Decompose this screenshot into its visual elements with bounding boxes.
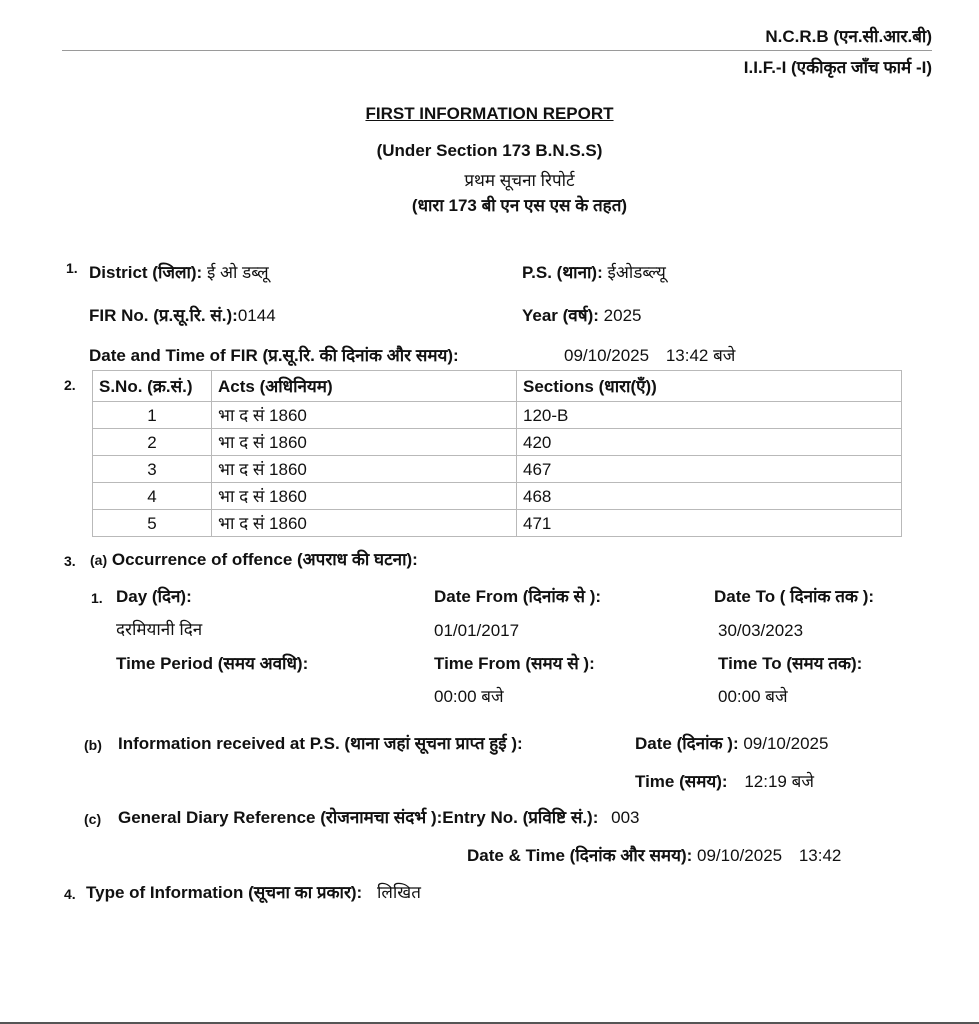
row-section: 420 — [517, 429, 902, 456]
table-row — [93, 483, 902, 510]
row-section: 467 — [517, 456, 902, 483]
table-row — [93, 429, 902, 456]
day-label: Day (दिन): — [116, 587, 192, 606]
row-sno: 5 — [93, 510, 212, 537]
occurrence-row — [90, 550, 418, 570]
report-section-hindi: (धारा 173 बी एन एस एस के तहत) — [411, 196, 628, 215]
info-type-row — [86, 883, 421, 903]
info-received-time — [635, 772, 814, 792]
fir-datetime-row — [89, 346, 459, 366]
info-type-label: Type of Information (सूचना का प्रकार): — [86, 883, 363, 902]
date-from-label: Date From (दिनांक से ): — [434, 587, 602, 606]
time-from-value: 00:00 बजे — [434, 687, 504, 706]
row-sno: 4 — [93, 483, 212, 510]
ps-row — [522, 263, 666, 283]
time-from-label: Time From (समय से ): — [434, 654, 595, 673]
fir-date-value: 09/10/2025 — [564, 346, 650, 365]
info-type-value: लिखित — [376, 883, 421, 902]
occurrence-label: Occurrence of offence (अपराध की घटना): — [111, 550, 418, 569]
header-acts: Acts (अधिनियम) — [212, 371, 517, 402]
ncrb-label: N.C.R.B (एन.सी.आर.बी) — [765, 27, 932, 46]
row-act: भा द सं 1860 — [212, 510, 517, 537]
info-received-date — [635, 734, 828, 754]
row-act: भा द सं 1860 — [212, 483, 517, 510]
table-row — [93, 510, 902, 537]
row-sno: 1 — [93, 402, 212, 429]
fir-datetime-label: Date and Time of FIR (प्र.सू.रि. की दिनांक और समय): — [89, 346, 459, 365]
row-sno: 3 — [93, 456, 212, 483]
gd-ref-tag: (c) — [84, 811, 102, 827]
district-label: District (जिला): — [89, 263, 203, 282]
date-to-value: 30/03/2023 — [718, 621, 804, 640]
gd-time-value: 13:42 — [798, 846, 842, 865]
district-value: ई ओ डब्लू — [206, 263, 269, 282]
time-period-label: Time Period (समय अवधि): — [116, 654, 309, 673]
report-title: FIRST INFORMATION REPORT — [365, 104, 614, 123]
row-section: 471 — [517, 510, 902, 537]
date-from-value: 01/01/2017 — [434, 621, 520, 640]
acts-table-header — [93, 371, 902, 402]
gd-entry-label: Entry No. (प्रविष्टि सं.): — [442, 808, 599, 827]
day-value: दरमियानी दिन — [116, 620, 203, 639]
gd-datetime-label: Date & Time (दिनांक और समय): — [467, 846, 693, 865]
gd-entry-value: 003 — [611, 808, 640, 827]
info-received-label: Information received at P.S. (थाना जहां सूचना प्राप्त हुई ): — [118, 734, 523, 753]
date-to-label: Date To ( दिनांक तक ): — [714, 587, 875, 606]
district-row — [89, 263, 269, 283]
table-row — [93, 402, 902, 429]
info-time-label: Time (समय): — [635, 772, 728, 791]
ps-value: ईओडब्ल्यू — [607, 263, 666, 282]
ps-label: P.S. (थाना): — [522, 263, 603, 282]
info-time-value: 12:19 बजे — [744, 772, 814, 791]
item-4-number: 4. — [64, 886, 76, 902]
iif-label: I.I.F.-I (एकीकृत जाँच फार्म -I) — [743, 58, 932, 77]
acts-table — [92, 370, 902, 537]
header-divider — [62, 50, 932, 51]
info-received-tag: (b) — [84, 737, 102, 753]
gd-ref-row — [118, 808, 639, 828]
time-to-value: 00:00 बजे — [718, 687, 788, 706]
header-sno: S.No. (क्र.सं.) — [93, 371, 212, 402]
row-act: भा द सं 1860 — [212, 402, 517, 429]
row-act: भा द सं 1860 — [212, 456, 517, 483]
year-label: Year (वर्ष): — [522, 306, 599, 325]
row-section: 120-B — [517, 402, 902, 429]
time-to-label: Time To (समय तक): — [718, 654, 863, 673]
info-date-label: Date (दिनांक ): — [635, 734, 739, 753]
item-1-number: 1. — [66, 260, 78, 276]
sub-item-1-number: 1. — [91, 590, 103, 606]
gd-datetime-row — [467, 846, 841, 866]
report-section: (Under Section 173 B.N.S.S) — [376, 141, 603, 160]
fir-time-value: 13:42 बजे — [665, 346, 736, 365]
report-title-hindi: प्रथम सूचना रिपोर्ट — [464, 171, 575, 190]
fir-value: 0144 — [237, 306, 276, 325]
fir-datetime-values — [564, 346, 735, 366]
fir-row — [89, 306, 276, 326]
header-sections: Sections (धारा(एँ)) — [517, 371, 902, 402]
fir-label: FIR No. (प्र.सू.रि. सं.): — [89, 306, 238, 325]
gd-date-value: 09/10/2025 — [697, 846, 783, 865]
year-row — [522, 306, 641, 326]
row-sno: 2 — [93, 429, 212, 456]
item-2-number: 2. — [64, 377, 76, 393]
table-row — [93, 456, 902, 483]
gd-ref-label: General Diary Reference (रोजनामचा संदर्भ ): — [118, 808, 443, 827]
occurrence-tag: (a) — [90, 552, 108, 568]
info-date-value: 09/10/2025 — [743, 734, 829, 753]
row-section: 468 — [517, 483, 902, 510]
row-act: भा द सं 1860 — [212, 429, 517, 456]
year-value: 2025 — [603, 306, 642, 325]
item-3-number: 3. — [64, 553, 76, 569]
